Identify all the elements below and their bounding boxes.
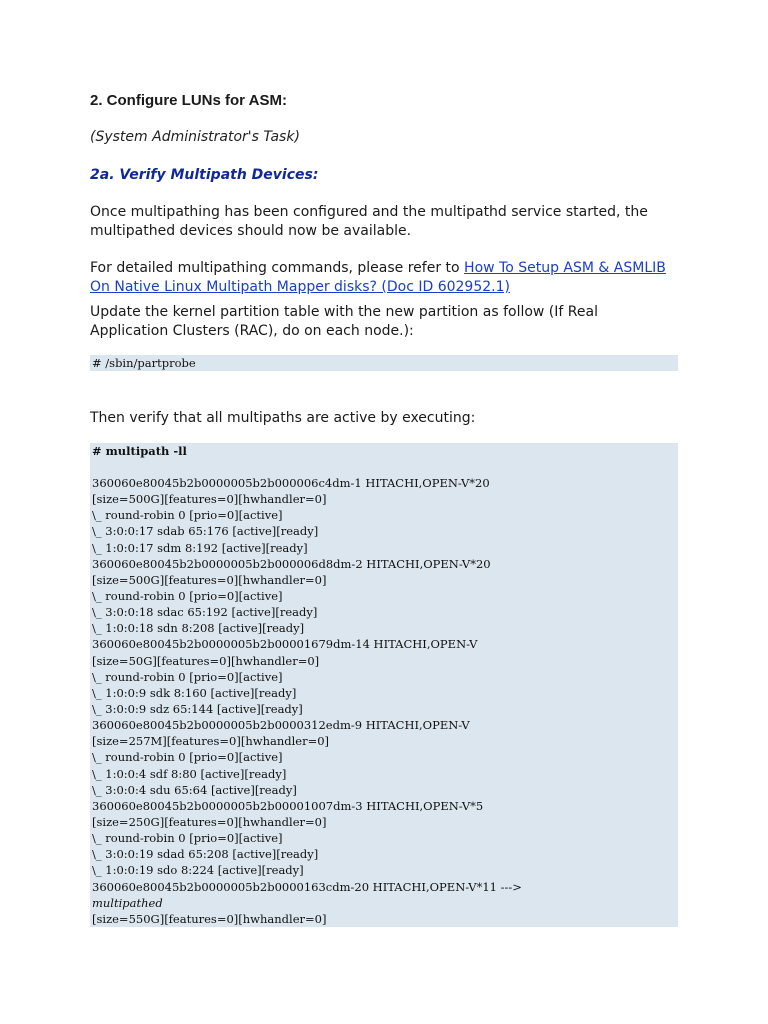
output-line: \_ 3:0:0:17 sdab 65:176 [active][ready] <box>92 524 319 539</box>
output-line: [size=500G][features=0][hwhandler=0] <box>92 492 327 507</box>
output-line: [size=257M][features=0][hwhandler=0] <box>92 734 330 749</box>
output-line: \_ round-robin 0 [prio=0][active] <box>92 588 283 603</box>
output-line: \_ 3:0:0:9 sdz 65:144 [active][ready] <box>92 701 303 716</box>
code-spacer <box>92 459 676 475</box>
output-line: \_ 1:0:0:19 sdo 8:224 [active][ready] <box>92 863 304 878</box>
output-line: \_ 1:0:0:17 sdm 8:192 [active][ready] <box>92 540 308 555</box>
task-note: (System Administrator's Task) <box>90 129 300 145</box>
paragraph-multipath-configured: Once multipathing has been configured and the multipathd service started, the multipathed devices should now be available. <box>90 204 648 239</box>
output-line: 360060e80045b2b0000005b2b00001007dm-3 HITACHI,OPEN-V*5 <box>92 798 484 813</box>
output-line: \_ 3:0:0:19 sdad 65:208 [active][ready] <box>92 847 319 862</box>
refer-prefix: For detailed multipathing commands, please refer to <box>90 260 465 276</box>
output-line: \_ round-robin 0 [prio=0][active] <box>92 831 283 846</box>
output-line: \_ 3:0:0:18 sdac 65:192 [active][ready] <box>92 605 318 620</box>
paragraph-update-partition: Update the kernel partition table with the new partition as follow (If Real Application Clusters (RAC), do on each node.): <box>90 304 598 339</box>
output-line: [size=550G][features=0][hwhandler=0] <box>92 911 327 926</box>
output-line: 360060e80045b2b0000005b2b000006c4dm-1 HITACHI,OPEN-V*20 <box>92 476 490 490</box>
output-line: \_ round-robin 0 [prio=0][active] <box>92 508 283 523</box>
output-line: \_ 1:0:0:18 sdn 8:208 [active][ready] <box>92 621 305 636</box>
doc-link[interactable]: How To Setup ASM & ASMLIB On Native Linux Multipath Mapper disks? (Doc ID 602952.1) <box>90 260 666 295</box>
subsection-heading: 2a. Verify Multipath Devices: <box>90 167 319 183</box>
paragraph-refer <box>90 259 678 297</box>
output-line: \_ round-robin 0 [prio=0][active] <box>92 669 283 684</box>
output-line: 360060e80045b2b0000005b2b0000312edm-9 HITACHI,OPEN-V <box>92 718 470 733</box>
output-line: 360060e80045b2b0000005b2b00001679dm-14 HITACHI,OPEN-V <box>92 637 478 652</box>
section-heading: 2. Configure LUNs for ASM: <box>90 92 287 109</box>
paragraph-verify: Then verify that all multipaths are active by executing: <box>90 410 476 426</box>
multipath-output <box>92 475 676 927</box>
output-line: [size=500G][features=0][hwhandler=0] <box>92 572 327 587</box>
multipath-code-block <box>90 443 678 927</box>
output-line: 360060e80045b2b0000005b2b000006d8dm-2 HITACHI,OPEN-V*20 <box>92 556 491 571</box>
output-line: [size=50G][features=0][hwhandler=0] <box>92 653 320 668</box>
output-line: multipathed <box>92 895 163 910</box>
output-line: [size=250G][features=0][hwhandler=0] <box>92 814 327 829</box>
output-line: \_ 1:0:0:4 sdf 8:80 [active][ready] <box>92 766 287 781</box>
multipath-command: # multipath -ll <box>92 444 187 458</box>
output-line: \_ 1:0:0:9 sdk 8:160 [active][ready] <box>92 685 297 700</box>
output-line: 360060e80045b2b0000005b2b0000163cdm-20 HITACHI,OPEN-V*11 ---> <box>92 879 522 894</box>
output-line: \_ round-robin 0 [prio=0][active] <box>92 750 283 765</box>
output-line: \_ 3:0:0:4 sdu 65:64 [active][ready] <box>92 782 297 797</box>
partprobe-code-block: # /sbin/partprobe <box>90 355 678 371</box>
